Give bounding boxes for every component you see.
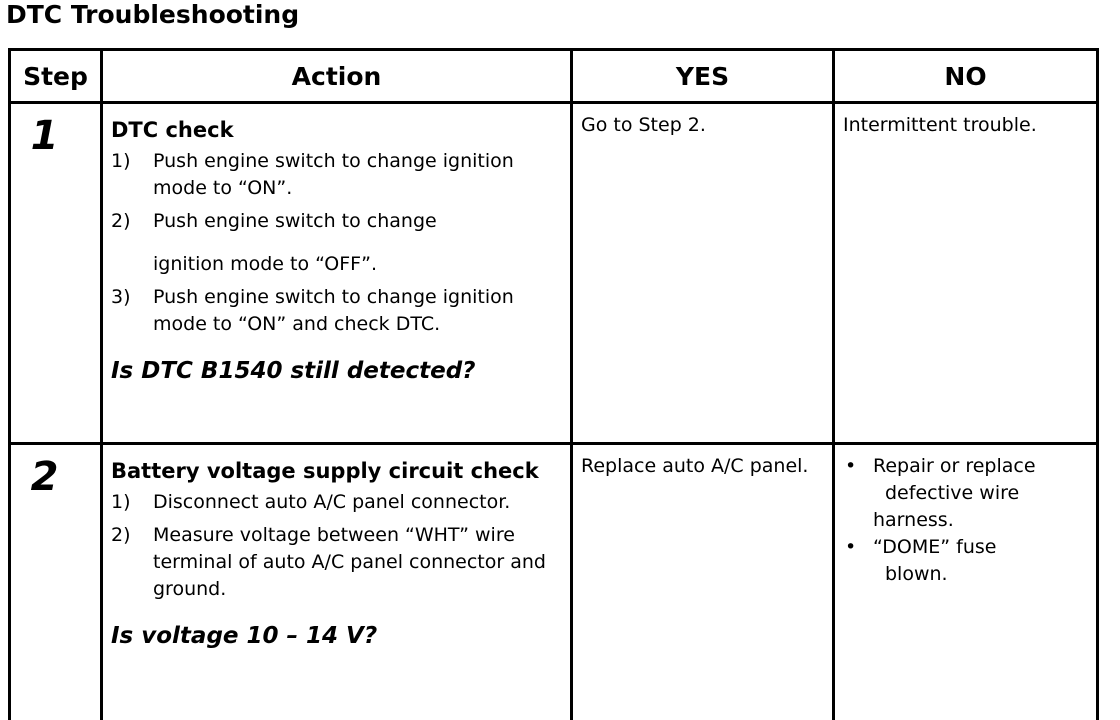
no-cell: Intermittent trouble.: [834, 103, 1098, 444]
list-item: [843, 534, 1088, 588]
procedure-step-text: Push engine switch to change ignition mode to “ON” and check DTC.: [153, 286, 514, 335]
check-question: Is voltage 10 – 14 V?: [111, 623, 378, 649]
table-header-row: [10, 50, 1098, 103]
troubleshooting-table: [8, 48, 1099, 720]
procedure-step: [111, 208, 562, 278]
table-row: [10, 103, 1098, 444]
list-item: [843, 453, 1088, 534]
procedure-step-number: 2): [111, 210, 131, 232]
header-yes: YES: [572, 50, 834, 103]
action-title: DTC check: [111, 118, 234, 142]
bullet-text-continued: blown.: [885, 563, 948, 585]
action-cell: [102, 103, 572, 444]
procedure-list: [111, 489, 562, 603]
procedure-step-number: 1): [111, 491, 131, 513]
check-question: Is DTC B1540 still detected?: [111, 358, 476, 384]
bullet-text: Repair or replace: [873, 455, 1036, 477]
procedure-step: [111, 489, 562, 516]
procedure-list: [111, 148, 562, 338]
yes-cell: Go to Step 2.: [572, 103, 834, 444]
step-number: 1: [30, 113, 59, 159]
no-cell: [834, 444, 1098, 720]
procedure-step: [111, 148, 562, 202]
header-step: Step: [10, 50, 102, 103]
procedure-step-text-continued: ignition mode to “OFF”.: [153, 253, 377, 275]
step-number: 2: [30, 454, 59, 500]
yes-cell: Replace auto A/C panel.: [572, 444, 834, 720]
bullet-icon: •: [845, 536, 857, 558]
header-no: NO: [834, 50, 1098, 103]
procedure-step-text: Disconnect auto A/C panel connector.: [153, 491, 511, 513]
procedure-step: [111, 522, 562, 603]
action-title: Battery voltage supply circuit check: [111, 459, 539, 483]
procedure-step-text: Push engine switch to change: [153, 210, 437, 232]
bullet-text: “DOME” fuse: [873, 536, 997, 558]
bullet-text-continued: defective wire harness.: [873, 482, 1020, 531]
no-bullet-list: [843, 453, 1088, 588]
procedure-step-number: 3): [111, 286, 131, 308]
procedure-step-number: 2): [111, 524, 131, 546]
step-cell: [10, 444, 102, 720]
step-cell: [10, 103, 102, 444]
page-title: DTC Troubleshooting: [6, 0, 300, 29]
action-cell: [102, 444, 572, 720]
procedure-step-text: Push engine switch to change ignition mode to “ON”.: [153, 150, 514, 199]
header-action: Action: [102, 50, 572, 103]
table-row: [10, 444, 1098, 720]
procedure-step-number: 1): [111, 150, 131, 172]
procedure-step-text: Measure voltage between “WHT” wire terminal of auto A/C panel connector and ground.: [153, 524, 546, 600]
bullet-icon: •: [845, 455, 857, 477]
procedure-step: [111, 284, 562, 338]
